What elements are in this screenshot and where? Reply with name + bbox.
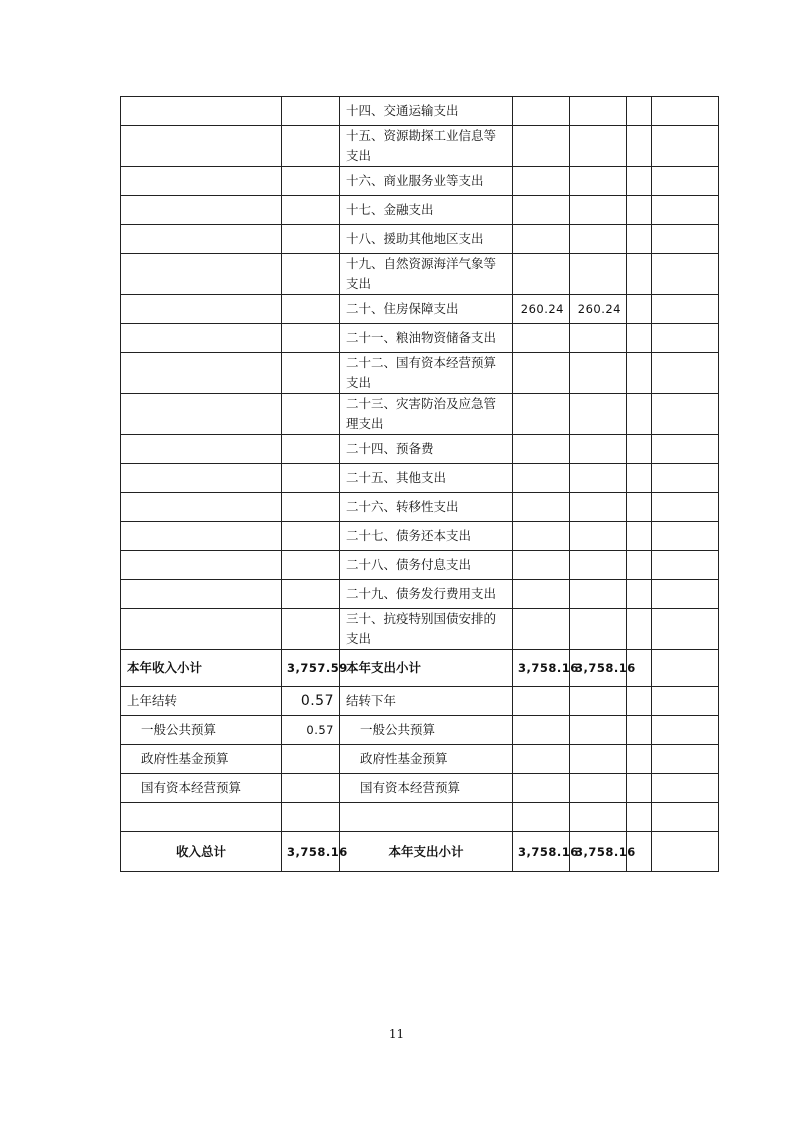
expense-total-value: 3,758.16 bbox=[513, 832, 570, 872]
table-row bbox=[121, 97, 719, 126]
expense-total-value: 3,758.16 bbox=[570, 832, 627, 872]
table-row: 二十、住房保障支出 260.24 260.24 bbox=[121, 295, 719, 324]
expense-item: 二十、住房保障支出 bbox=[340, 295, 513, 324]
subtotal-row bbox=[121, 650, 719, 687]
table-row bbox=[121, 254, 719, 295]
table-row bbox=[121, 324, 719, 353]
expense-item: 十四、交通运输支出 bbox=[340, 97, 513, 126]
expense-total-label: 本年支出小计 bbox=[340, 832, 513, 872]
table-row bbox=[121, 522, 719, 551]
table-row bbox=[121, 493, 719, 522]
gov-fund-row: 政府性基金预算 政府性基金预算 bbox=[121, 745, 719, 774]
expense-subtotal-value: 3,758.16 bbox=[513, 650, 570, 687]
general-budget-row: 一般公共预算 0.57 一般公共预算 bbox=[121, 716, 719, 745]
table-row bbox=[121, 609, 719, 650]
expense-item: 二十三、灾害防治及应急管理支出 bbox=[340, 394, 513, 435]
state-capital-row: 国有资本经营预算 国有资本经营预算 bbox=[121, 774, 719, 803]
page-number: 11 bbox=[388, 1027, 405, 1041]
carryover-row bbox=[121, 687, 719, 716]
expense-item: 三十、抗疫特别国债安排的支出 bbox=[340, 609, 513, 650]
expense-subtotal-value: 3,758.16 bbox=[570, 650, 627, 687]
expense-subtotal-label: 本年支出小计 bbox=[340, 650, 513, 687]
expense-item: 二十六、转移性支出 bbox=[340, 493, 513, 522]
income-subtotal-value: 3,757.59 bbox=[282, 650, 340, 687]
expense-item: 十七、金融支出 bbox=[340, 196, 513, 225]
empty-row bbox=[121, 803, 719, 832]
expense-item: 十五、资源勘探工业信息等支出 bbox=[340, 126, 513, 167]
expense-item: 二十八、债务付息支出 bbox=[340, 551, 513, 580]
carryover-income-label: 上年结转 bbox=[121, 687, 282, 716]
budget-table bbox=[120, 96, 719, 872]
expense-item: 二十四、预备费 bbox=[340, 435, 513, 464]
income-total-value: 3,758.16 bbox=[282, 832, 340, 872]
expense-item: 十六、商业服务业等支出 bbox=[340, 167, 513, 196]
table-row bbox=[121, 580, 719, 609]
expense-item: 十八、援助其他地区支出 bbox=[340, 225, 513, 254]
expense-item: 二十一、粮油物资储备支出 bbox=[340, 324, 513, 353]
income-total-label: 收入总计 bbox=[121, 832, 282, 872]
carryover-income-value: 0.57 bbox=[282, 687, 340, 716]
table-row bbox=[121, 167, 719, 196]
table-row bbox=[121, 196, 719, 225]
table-row bbox=[121, 225, 719, 254]
table-row bbox=[121, 394, 719, 435]
carryover-expense-label: 结转下年 bbox=[340, 687, 513, 716]
income-subtotal-label: 本年收入小计 bbox=[121, 650, 282, 687]
expense-item: 二十七、债务还本支出 bbox=[340, 522, 513, 551]
table-row bbox=[121, 353, 719, 394]
expense-item: 二十九、债务发行费用支出 bbox=[340, 580, 513, 609]
table-row bbox=[121, 551, 719, 580]
total-row bbox=[121, 832, 719, 872]
expense-item: 二十五、其他支出 bbox=[340, 464, 513, 493]
expense-item: 十九、自然资源海洋气象等支出 bbox=[340, 254, 513, 295]
table-row bbox=[121, 126, 719, 167]
expense-item: 二十二、国有资本经营预算支出 bbox=[340, 353, 513, 394]
table-row bbox=[121, 464, 719, 493]
table-row bbox=[121, 435, 719, 464]
